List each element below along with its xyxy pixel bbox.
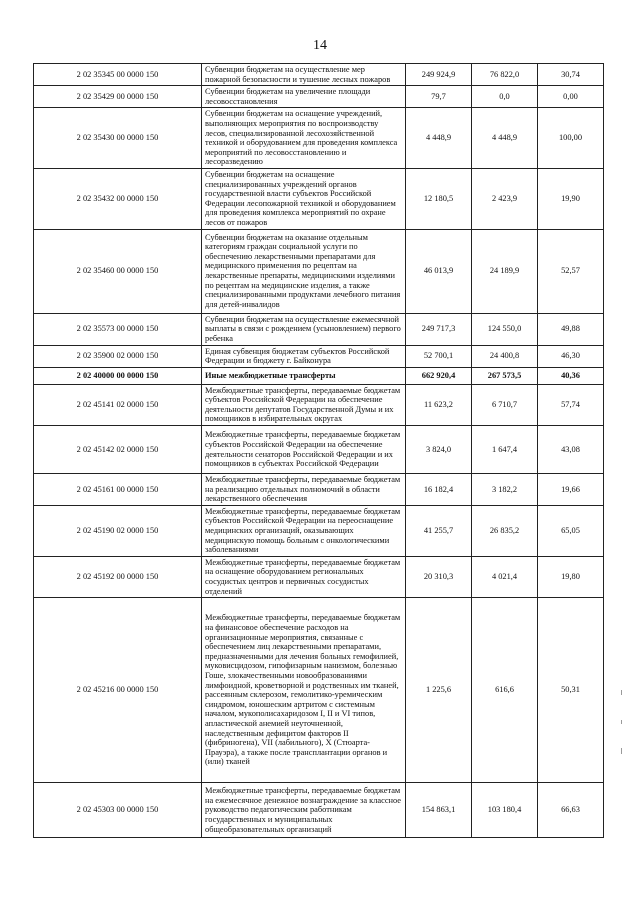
table-row — [34, 168, 604, 229]
description-cell: Межбюджетные трансферты, передаваемые бюджетам субъектов Российской Федерации на обеспечение деятельности депутатов Государственной Думы и их помощников в избирательных округах — [202, 384, 406, 425]
plan-amount-cell: 662 920,4 — [406, 367, 472, 384]
executed-amount-cell: 24 400,8 — [472, 345, 538, 367]
execution-percent-cell: 40,36 — [538, 367, 604, 384]
description-cell: Межбюджетные трансферты, передаваемые бюджетам субъектов Российской Федерации на обеспечение деятельности сенаторов Российской Федерации и их помощников в субъектах Российской Федерации — [202, 426, 406, 474]
plan-amount-cell: 46 013,9 — [406, 229, 472, 313]
budget-code-cell: 2 02 45142 02 0000 150 — [34, 426, 202, 474]
description-cell: Субвенции бюджетам на оснащение специализированных учреждений органов государственной власти субъектов Российской Федерации лесопожарной техникой и оборудованием для проведения комплекса мероприятий по охране лесов от пожаров — [202, 168, 406, 229]
executed-amount-cell: 124 550,0 — [472, 313, 538, 345]
plan-amount-cell: 79,7 — [406, 86, 472, 108]
budget-code-cell: 2 02 45303 00 0000 150 — [34, 783, 202, 838]
plan-amount-cell: 52 700,1 — [406, 345, 472, 367]
margin-mark — [621, 690, 622, 695]
plan-amount-cell: 11 623,2 — [406, 384, 472, 425]
execution-percent-cell: 19,90 — [538, 168, 604, 229]
plan-amount-cell: 20 310,3 — [406, 556, 472, 597]
execution-percent-cell: 57,74 — [538, 384, 604, 425]
plan-amount-cell: 16 182,4 — [406, 474, 472, 506]
execution-percent-cell: 50,31 — [538, 598, 604, 783]
plan-amount-cell: 249 924,9 — [406, 64, 472, 86]
description-cell: Межбюджетные трансферты, передаваемые бюджетам на финансовое обеспечение расходов на организационные мероприятия, связанные с обеспечением лиц лекарственными препаратами, предназначенными для лечения больных гемофилией, муковисцидозом, гипофизарным нанизмом, болезнью Гоше, злокачественными новообразованиями лимфоидной, кроветворной и родственных им тканей, рассеянным склерозом, гемолитико-уремическим синдромом, юношеским артритом с системным началом, мукополисахаридозом I, II и VI типов, апластической анемией неуточненной, наследственным дефицитом факторов II (фибриногена), VII (лабильного), X (Стюарта-Прауэра), а также после трансплантации органов и (или) тканей — [202, 598, 406, 783]
plan-amount-cell: 1 225,6 — [406, 598, 472, 783]
budget-code-cell: 2 02 35430 00 0000 150 — [34, 108, 202, 169]
budget-table — [33, 63, 604, 838]
execution-percent-cell: 46,30 — [538, 345, 604, 367]
budget-code-cell: 2 02 35460 00 0000 150 — [34, 229, 202, 313]
table-row — [34, 783, 604, 838]
plan-amount-cell: 154 863,1 — [406, 783, 472, 838]
table-row — [34, 64, 604, 86]
budget-code-cell: 2 02 45190 02 0000 150 — [34, 505, 202, 556]
execution-percent-cell: 66,63 — [538, 783, 604, 838]
table-row — [34, 426, 604, 474]
execution-percent-cell: 30,74 — [538, 64, 604, 86]
page-number: 14 — [313, 38, 327, 53]
executed-amount-cell: 6 710,7 — [472, 384, 538, 425]
budget-code-cell: 2 02 45216 00 0000 150 — [34, 598, 202, 783]
budget-code-cell: 2 02 45161 00 0000 150 — [34, 474, 202, 506]
budget-code-cell: 2 02 40000 00 0000 150 — [34, 367, 202, 384]
table-row — [34, 345, 604, 367]
table-row — [34, 505, 604, 556]
budget-code-cell: 2 02 45192 00 0000 150 — [34, 556, 202, 597]
execution-percent-cell: 65,05 — [538, 505, 604, 556]
description-cell: Межбюджетные трансферты, передаваемые бюджетам на оснащение оборудованием региональных сосудистых центров и первичных сосудистых отделений — [202, 556, 406, 597]
executed-amount-cell: 1 647,4 — [472, 426, 538, 474]
executed-amount-cell: 3 182,2 — [472, 474, 538, 506]
executed-amount-cell: 26 835,2 — [472, 505, 538, 556]
description-cell: Иные межбюджетные трансферты — [202, 367, 406, 384]
description-cell: Субвенции бюджетам на увеличение площади лесовосстановления — [202, 86, 406, 108]
budget-table-body — [34, 64, 604, 838]
executed-amount-cell: 616,6 — [472, 598, 538, 783]
executed-amount-cell: 4 021,4 — [472, 556, 538, 597]
table-row — [34, 474, 604, 506]
margin-mark — [621, 748, 622, 754]
description-cell: Межбюджетные трансферты, передаваемые бюджетам на ежемесячное денежное вознаграждение за классное руководство педагогическим работникам государственных и муниципальных общеобразовательных организаций — [202, 783, 406, 838]
executed-amount-cell: 0,0 — [472, 86, 538, 108]
description-cell: Субвенции бюджетам на оснащение учреждений, выполняющих мероприятия по воспроизводству лесов, специализированной лесохозяйственной техникой и оборудованием для проведения комплекса мероприятий по лесовосстановлению и лесоразведению — [202, 108, 406, 169]
table-row — [34, 384, 604, 425]
description-cell: Единая субвенция бюджетам субъектов Российской Федерации и бюджету г. Байконура — [202, 345, 406, 367]
executed-amount-cell: 4 448,9 — [472, 108, 538, 169]
execution-percent-cell: 49,88 — [538, 313, 604, 345]
executed-amount-cell: 76 822,0 — [472, 64, 538, 86]
budget-code-cell: 2 02 35345 00 0000 150 — [34, 64, 202, 86]
budget-code-cell: 2 02 35900 02 0000 150 — [34, 345, 202, 367]
plan-amount-cell: 249 717,3 — [406, 313, 472, 345]
plan-amount-cell: 4 448,9 — [406, 108, 472, 169]
execution-percent-cell: 52,57 — [538, 229, 604, 313]
execution-percent-cell: 19,66 — [538, 474, 604, 506]
budget-code-cell: 2 02 35432 00 0000 150 — [34, 168, 202, 229]
executed-amount-cell: 267 573,5 — [472, 367, 538, 384]
table-row — [34, 598, 604, 783]
table-row — [34, 556, 604, 597]
execution-percent-cell: 43,08 — [538, 426, 604, 474]
description-cell: Субвенции бюджетам на осуществление ежемесячной выплаты в связи с рождением (усыновлением) первого ребенка — [202, 313, 406, 345]
budget-code-cell: 2 02 35573 00 0000 150 — [34, 313, 202, 345]
margin-mark — [621, 720, 622, 724]
description-cell: Субвенции бюджетам на осуществление мер пожарной безопасности и тушение лесных пожаров — [202, 64, 406, 86]
executed-amount-cell: 24 189,9 — [472, 229, 538, 313]
execution-percent-cell: 100,00 — [538, 108, 604, 169]
table-row — [34, 108, 604, 169]
description-cell: Межбюджетные трансферты, передаваемые бюджетам субъектов Российской Федерации на переоснащение медицинских организаций, оказывающих медицинскую помощь больным с онкологическими заболеваниями — [202, 505, 406, 556]
execution-percent-cell: 19,80 — [538, 556, 604, 597]
table-row — [34, 367, 604, 384]
executed-amount-cell: 2 423,9 — [472, 168, 538, 229]
table-row — [34, 86, 604, 108]
plan-amount-cell: 41 255,7 — [406, 505, 472, 556]
table-row — [34, 229, 604, 313]
plan-amount-cell: 12 180,5 — [406, 168, 472, 229]
executed-amount-cell: 103 180,4 — [472, 783, 538, 838]
table-row — [34, 313, 604, 345]
execution-percent-cell: 0,00 — [538, 86, 604, 108]
plan-amount-cell: 3 824,0 — [406, 426, 472, 474]
budget-code-cell: 2 02 35429 00 0000 150 — [34, 86, 202, 108]
description-cell: Межбюджетные трансферты, передаваемые бюджетам на реализацию отдельных полномочий в области лекарственного обеспечения — [202, 474, 406, 506]
description-cell: Субвенции бюджетам на оказание отдельным категориям граждан социальной услуги по обеспечению лекарственными препаратами для медицинского применения по рецептам на лекарственные препараты, медицинскими изделиями по рецептам на медицинские изделия, а также специализированными продуктами лечебного питания для детей-инвалидов — [202, 229, 406, 313]
budget-code-cell: 2 02 45141 02 0000 150 — [34, 384, 202, 425]
